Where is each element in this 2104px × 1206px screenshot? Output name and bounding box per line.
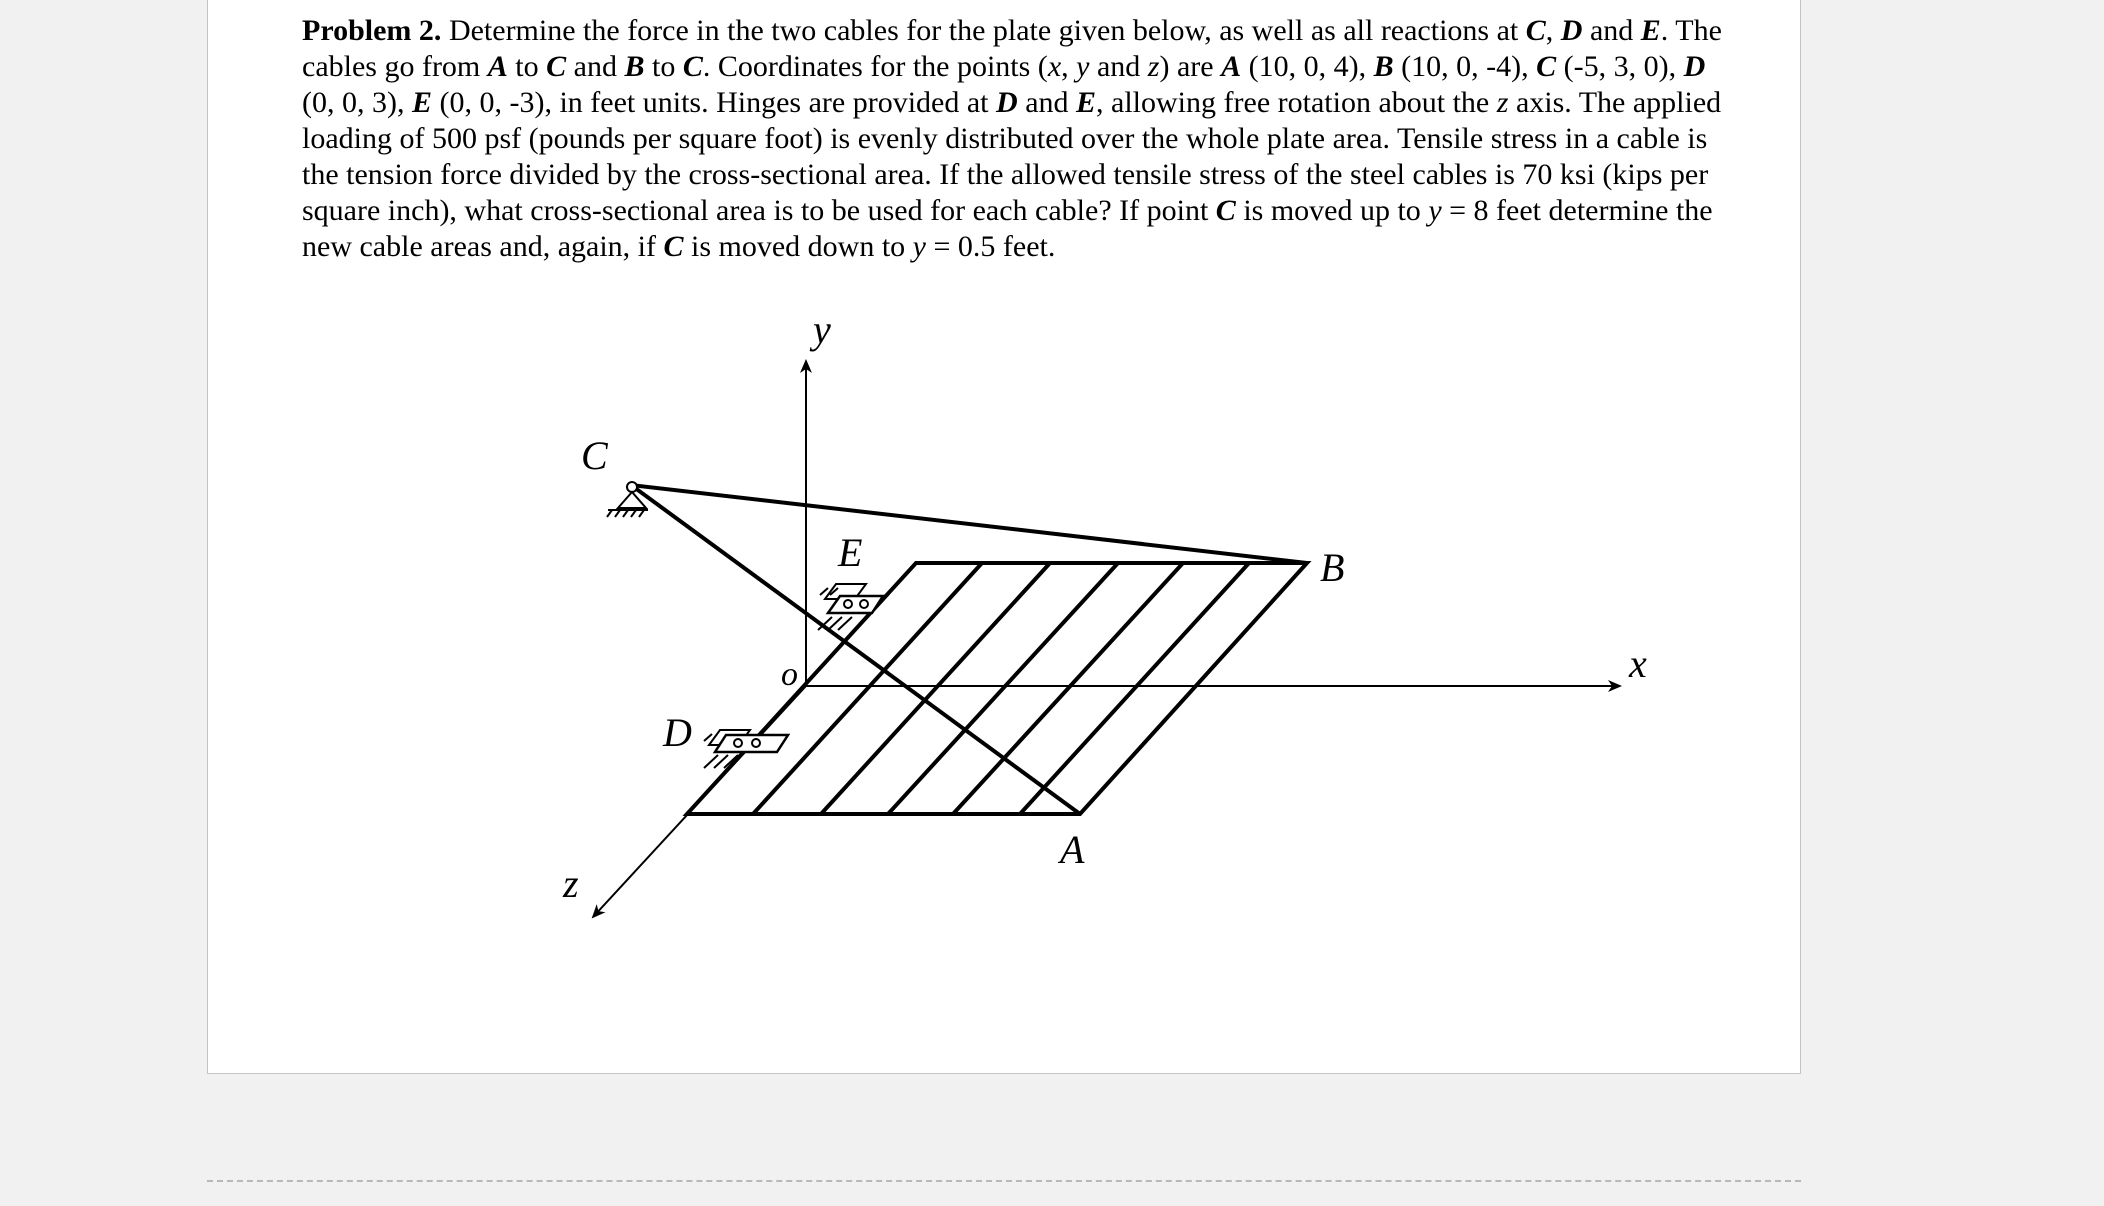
text-run: is moved up to <box>1235 194 1429 227</box>
point-ref: E <box>411 86 432 119</box>
variable: z <box>1147 50 1160 83</box>
text-run: ) are <box>1159 50 1222 83</box>
point-ref: C <box>663 230 684 263</box>
text-run: to <box>507 50 547 83</box>
variable: z <box>1496 86 1509 119</box>
variable: y <box>912 230 926 263</box>
label-z: z <box>563 861 579 906</box>
variable: y <box>1076 50 1090 83</box>
point-ref: D <box>1560 14 1583 47</box>
text-run: . Coordinates for the points ( <box>702 50 1048 83</box>
text-run: , <box>1061 50 1077 83</box>
point-ref: A <box>1221 50 1242 83</box>
label-y: y <box>813 307 831 352</box>
hinge-D <box>704 730 788 768</box>
text-run: (10, 0, 4), <box>1241 50 1374 83</box>
text-run: (0, 0, 3), <box>302 86 412 119</box>
label-A: A <box>1060 827 1085 872</box>
text-run: and <box>1017 86 1077 119</box>
text-run: Determine the force in the two cables for the plate given below, as well as all reactions at <box>441 14 1526 47</box>
plate-hatching <box>753 563 1249 814</box>
label-B: B <box>1320 545 1345 590</box>
cable-BC <box>631 485 1307 563</box>
text-run: . The cables go from <box>302 14 1722 83</box>
text-run: and <box>1582 14 1641 47</box>
variable: y <box>1428 194 1442 227</box>
point-ref: E <box>1076 86 1097 119</box>
point-ref: B <box>624 50 645 83</box>
text-run: = 8 feet determine the new cable areas and, again, if <box>302 194 1713 263</box>
text-run: = 0.5 feet. <box>926 230 1056 263</box>
text-run: , <box>1545 14 1561 47</box>
point-ref: D <box>1683 50 1706 83</box>
point-ref: D <box>996 86 1018 119</box>
point-ref: B <box>1373 50 1394 83</box>
text-run: axis. The applied loading of 500 psf (pounds per square foot) is evenly distributed over the whole plate area. Tensile stress in a cable is the tension force divided by the cross-sectional area. If the allowed tensile stress of the steel cables is 70 ksi (kips per square inch), what cross-sectional area is to be used for each cable? If point <box>302 86 1722 227</box>
text-run: is moved down to <box>683 230 913 263</box>
point-ref: C <box>682 50 703 83</box>
text-run: , allowing free rotation about the <box>1096 86 1497 119</box>
point-ref: A <box>487 50 508 83</box>
text-run: (-5, 3, 0), <box>1556 50 1684 83</box>
text-run: (0, 0, -3), in feet units. Hinges are provided at <box>432 86 997 119</box>
point-ref: C <box>1525 14 1546 47</box>
plate-diagram <box>208 0 1802 1075</box>
text-run: (10, 0, -4), <box>1393 50 1537 83</box>
point-ref: C <box>546 50 567 83</box>
label-C: C <box>581 433 608 478</box>
label-E: E <box>838 530 863 575</box>
page-separator <box>207 1180 1801 1182</box>
hinge-E <box>818 584 883 630</box>
point-ref: C <box>1215 194 1236 227</box>
text-run: to <box>644 50 683 83</box>
document-page <box>207 0 1801 1074</box>
variable: x <box>1047 50 1062 83</box>
point-ref: E <box>1640 14 1661 47</box>
text-run: and <box>566 50 625 83</box>
label-o: o <box>781 656 798 693</box>
label-D: D <box>663 710 692 755</box>
problem-heading: Problem 2. <box>302 14 442 47</box>
point-ref: C <box>1536 50 1557 83</box>
label-x: x <box>1629 641 1647 686</box>
text-run: and <box>1089 50 1148 83</box>
